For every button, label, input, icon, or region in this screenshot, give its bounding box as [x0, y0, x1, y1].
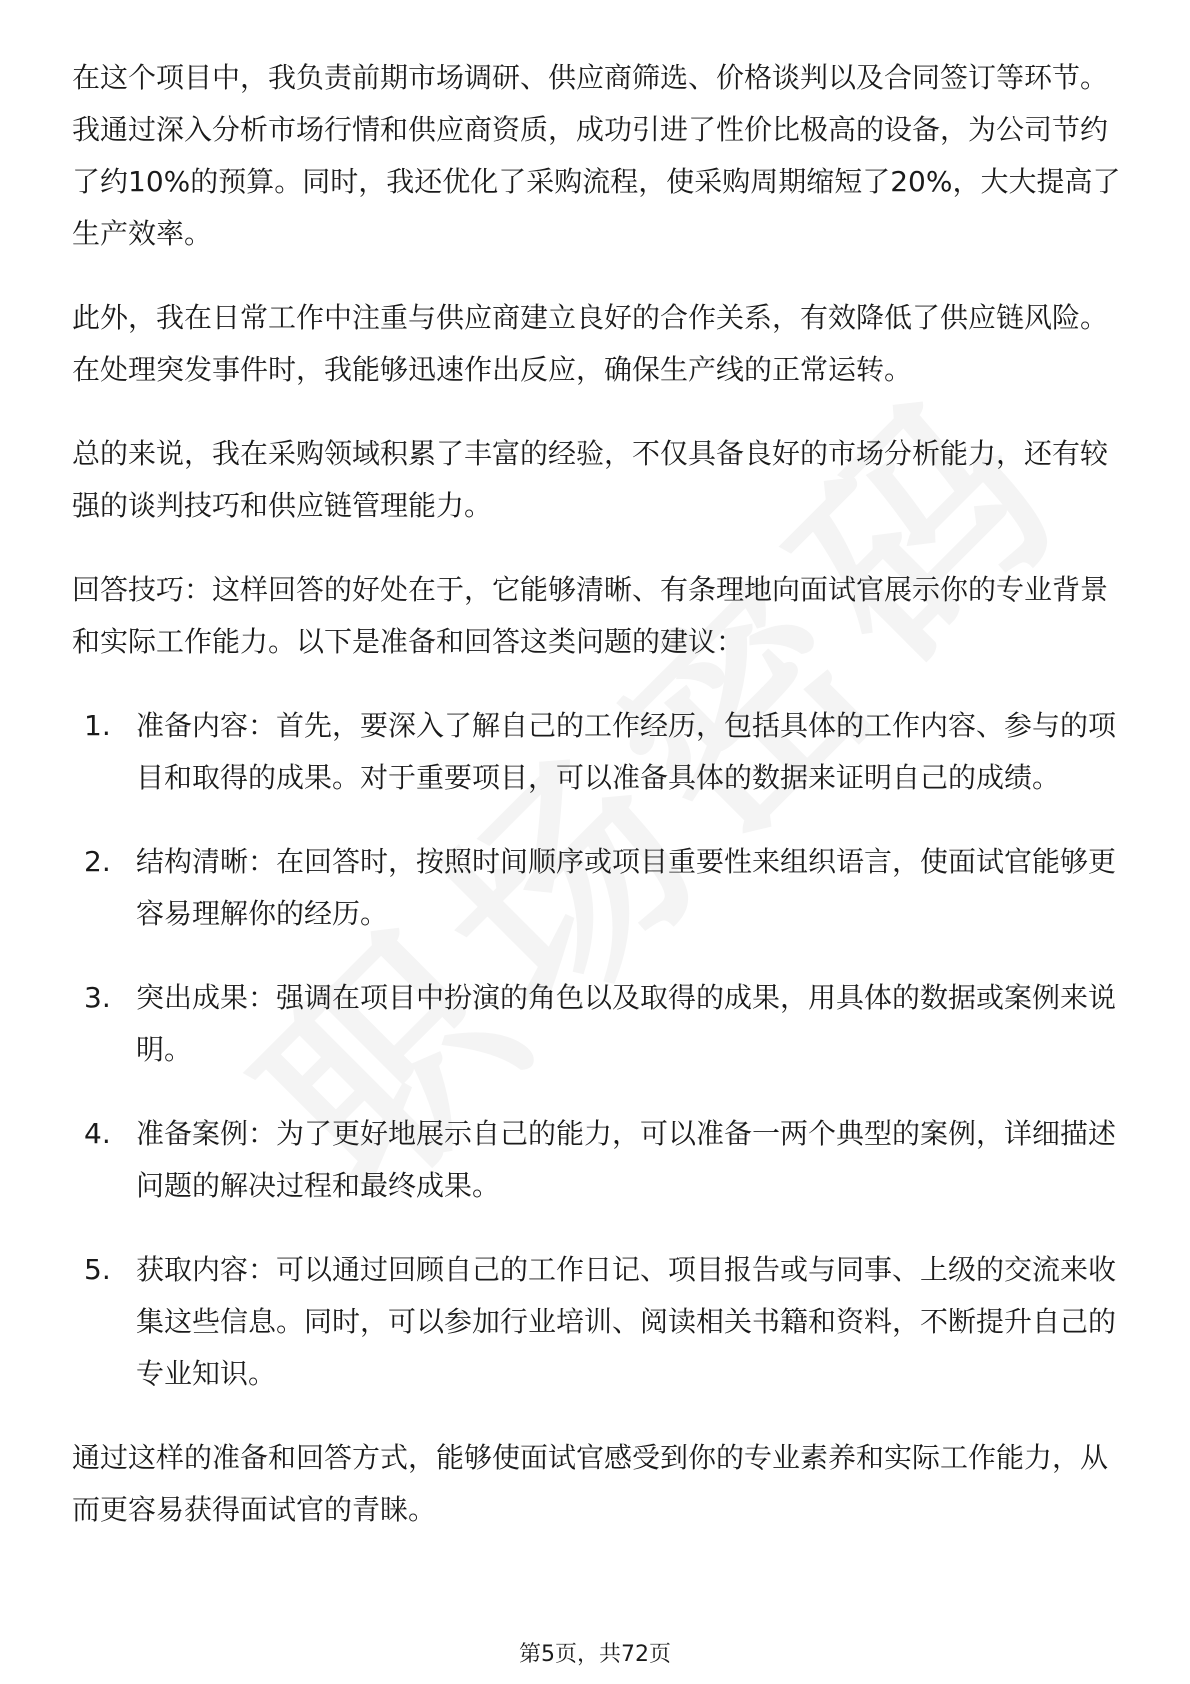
list-text: 获取内容：可以通过回顾自己的工作日记、项目报告或与同事、上级的交流来收集这些信息。同时，可以参加行业培训、阅读相关书籍和资料，不断提升自己的专业知识。	[136, 1253, 1117, 1390]
list-number: 4.	[84, 1117, 111, 1150]
list-item	[72, 700, 1122, 804]
paragraph-project-role: 在这个项目中，我负责前期市场调研、供应商筛选、价格谈判以及合同签订等环节。我通过深入分析市场行情和供应商资质，成功引进了性价比极高的设备，为公司节约了约10%的预算。同时，我还优化了采购流程，使采购周期缩短了20%，大大提高了生产效率。	[72, 61, 1121, 250]
list-item	[72, 972, 1122, 1076]
list-number: 1.	[84, 709, 111, 742]
paragraph-supplier-relations: 此外，我在日常工作中注重与供应商建立良好的合作关系，有效降低了供应链风险。在处理突发事件时，我能够迅速作出反应，确保生产线的正常运转。	[72, 301, 1109, 386]
list-text: 准备内容：首先，要深入了解自己的工作经历，包括具体的工作内容、参与的项目和取得的成果。对于重要项目，可以准备具体的数据来证明自己的成绩。	[136, 709, 1117, 794]
list-number: 2.	[84, 845, 111, 878]
tips-list	[72, 700, 1122, 1400]
list-number: 3.	[84, 981, 111, 1014]
list-text: 准备案例：为了更好地展示自己的能力，可以准备一两个典型的案例，详细描述问题的解决过程和最终成果。	[136, 1117, 1117, 1202]
paragraph-conclusion: 通过这样的准备和回答方式，能够使面试官感受到你的专业素养和实际工作能力，从而更容易获得面试官的青睐。	[72, 1441, 1109, 1526]
page-number-footer: 第5页，共72页	[519, 1642, 671, 1667]
list-text: 结构清晰：在回答时，按照时间顺序或项目重要性来组织语言，使面试官能够更容易理解你的经历。	[136, 845, 1117, 930]
list-item	[72, 1108, 1122, 1212]
document-body	[72, 52, 1122, 1568]
list-number: 5.	[84, 1253, 111, 1286]
paragraph-answer-tips: 回答技巧：这样回答的好处在于，它能够清晰、有条理地向面试官展示你的专业背景和实际工作能力。以下是准备和回答这类问题的建议：	[72, 573, 1109, 658]
list-item	[72, 836, 1122, 940]
list-text: 突出成果：强调在项目中扮演的角色以及取得的成果，用具体的数据或案例来说明。	[136, 981, 1117, 1066]
paragraph-summary: 总的来说，我在采购领域积累了丰富的经验，不仅具备良好的市场分析能力，还有较强的谈判技巧和供应链管理能力。	[72, 437, 1109, 522]
list-item	[72, 1244, 1122, 1400]
